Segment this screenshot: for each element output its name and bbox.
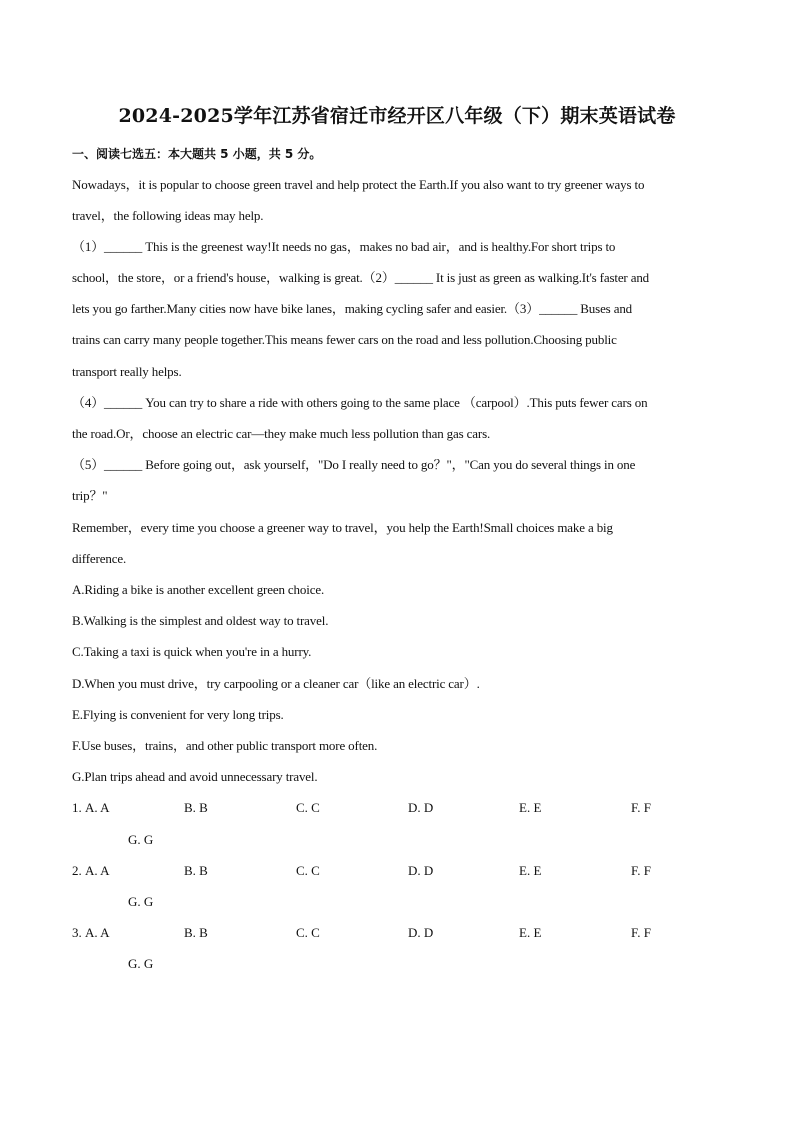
choice-c[interactable]: C. C — [296, 863, 320, 878]
choice-e[interactable]: E. E — [519, 800, 542, 815]
question-number: 2. — [72, 863, 82, 878]
passage-line: school，the store，or a friend's house，walking is great.（2）______ It is just as green as walking.It's faster and — [72, 270, 650, 285]
choice-g[interactable]: G. G — [128, 956, 154, 971]
question-number: 1. — [72, 800, 82, 815]
choice-b[interactable]: B. B — [184, 925, 208, 940]
choice-f[interactable]: F. F — [631, 863, 651, 878]
choice-d[interactable]: D. D — [408, 863, 434, 878]
choice-a[interactable]: A. A — [85, 800, 110, 815]
choice-c[interactable]: C. C — [296, 800, 320, 815]
option-item: B.Walking is the simplest and oldest way to travel. — [72, 613, 329, 628]
option-item: G.Plan trips ahead and avoid unnecessary travel. — [72, 769, 318, 784]
choice-e[interactable]: E. E — [519, 925, 542, 940]
passage-line: Remember，every time you choose a greener way to travel，you help the Earth!Small choices make a big — [72, 520, 613, 535]
choice-d[interactable]: D. D — [408, 800, 434, 815]
choice-b[interactable]: B. B — [184, 863, 208, 878]
passage-line: travel，the following ideas may help. — [72, 208, 264, 223]
question-number: 3. — [72, 925, 82, 940]
passage-line: Nowadays，it is popular to choose green travel and help protect the Earth.If you also want to try greener ways to — [72, 177, 645, 192]
choice-g[interactable]: G. G — [128, 832, 154, 847]
passage-line: difference. — [72, 551, 127, 566]
passage-line: lets you go farther.Many cities now have bike lanes，making cycling safer and easier.（3）______ Buses and — [72, 301, 633, 316]
passage-line: （4）______ You can try to share a ride with others going to the same place （carpool）.This puts fewer cars on — [72, 395, 648, 410]
choice-d[interactable]: D. D — [408, 925, 434, 940]
exam-title: 2024-2025学年江苏省宿迁市经开区八年级（下）期末英语试卷 — [118, 105, 676, 127]
choice-c[interactable]: C. C — [296, 925, 320, 940]
option-item: A.Riding a bike is another excellent green choice. — [72, 582, 325, 597]
choice-e[interactable]: E. E — [519, 863, 542, 878]
option-item: D.When you must drive，try carpooling or a cleaner car（like an electric car）. — [72, 676, 480, 691]
passage-line: the road.Or，choose an electric car—they make much less pollution than gas cars. — [72, 426, 491, 441]
passage-line: （1）______ This is the greenest way!It needs no gas，makes no bad air，and is healthy.For short trips to — [72, 239, 616, 254]
passage-line: trip？" — [72, 488, 108, 503]
section-heading: 一、阅读七选五：本大题共 5 小题，共 5 分。 — [72, 147, 322, 161]
choice-b[interactable]: B. B — [184, 800, 208, 815]
option-item: C.Taking a taxi is quick when you're in a hurry. — [72, 644, 312, 659]
choice-a[interactable]: A. A — [85, 863, 110, 878]
choice-g[interactable]: G. G — [128, 894, 154, 909]
option-item: E.Flying is convenient for very long trips. — [72, 707, 284, 722]
choice-f[interactable]: F. F — [631, 800, 651, 815]
passage-line: （5）______ Before going out，ask yourself，"Do I really need to go？"，"Can you do several things in one — [72, 457, 636, 472]
choice-f[interactable]: F. F — [631, 925, 651, 940]
passage-line: transport really helps. — [72, 364, 182, 379]
choice-a[interactable]: A. A — [85, 925, 110, 940]
passage-line: trains can carry many people together.This means fewer cars on the road and less pollution.Choosing public — [72, 332, 617, 347]
option-item: F.Use buses，trains，and other public transport more often. — [72, 738, 378, 753]
